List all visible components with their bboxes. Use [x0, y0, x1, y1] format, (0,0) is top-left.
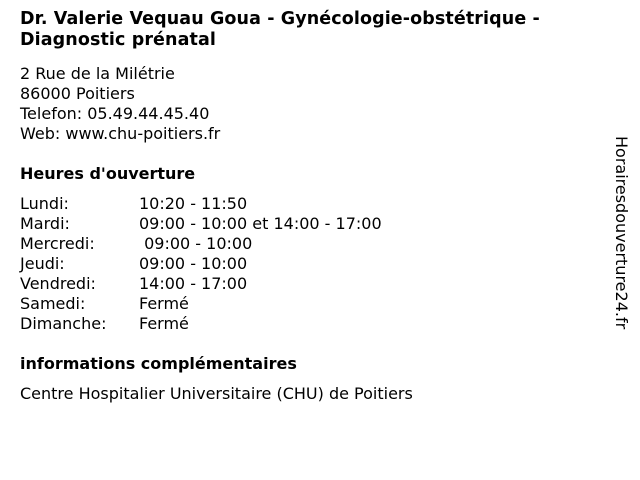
- page-title: Dr. Valerie Vequau Goua - Gynécologie-obstétrique - Diagnostic prénatal: [20, 9, 540, 50]
- day-hours: 09:00 - 10:00: [139, 234, 253, 253]
- hours-row-saturday: [20, 294, 382, 314]
- address-block: [20, 64, 220, 144]
- opening-hours-heading: Heures d'ouverture: [20, 164, 196, 183]
- day-label: Jeudi:: [20, 254, 65, 273]
- day-hours: 14:00 - 17:00: [139, 274, 248, 293]
- additional-info-text: Centre Hospitalier Universitaire (CHU) de Poitiers: [20, 384, 413, 403]
- day-label: Samedi:: [20, 294, 86, 313]
- day-hours: 09:00 - 10:00: [139, 254, 248, 273]
- additional-info-heading: informations complémentaires: [20, 354, 297, 373]
- day-label: Mercredi:: [20, 234, 95, 253]
- day-label: Dimanche:: [20, 314, 107, 333]
- hours-row-monday: [20, 194, 382, 214]
- day-label: Mardi:: [20, 214, 70, 233]
- hours-row-wednesday: [20, 234, 382, 254]
- day-hours: Fermé: [139, 314, 189, 333]
- address-street: 2 Rue de la Milétrie: [20, 64, 175, 83]
- site-watermark: Horairesdouverture24.fr: [612, 136, 631, 330]
- day-hours: Fermé: [139, 294, 189, 313]
- hours-row-thursday: [20, 254, 382, 274]
- hours-row-tuesday: [20, 214, 382, 234]
- address-city: 86000 Poitiers: [20, 84, 135, 103]
- hours-row-sunday: [20, 314, 382, 334]
- day-label: Vendredi:: [20, 274, 96, 293]
- hours-row-friday: [20, 274, 382, 294]
- phone-number: Telefon: 05.49.44.45.40: [20, 104, 210, 123]
- opening-hours-table: [20, 194, 382, 334]
- day-label: Lundi:: [20, 194, 69, 213]
- website-text: Web: www.chu-poitiers.fr: [20, 124, 221, 143]
- day-hours: 10:20 - 11:50: [139, 194, 248, 213]
- day-hours: 09:00 - 10:00 et 14:00 - 17:00: [139, 214, 382, 233]
